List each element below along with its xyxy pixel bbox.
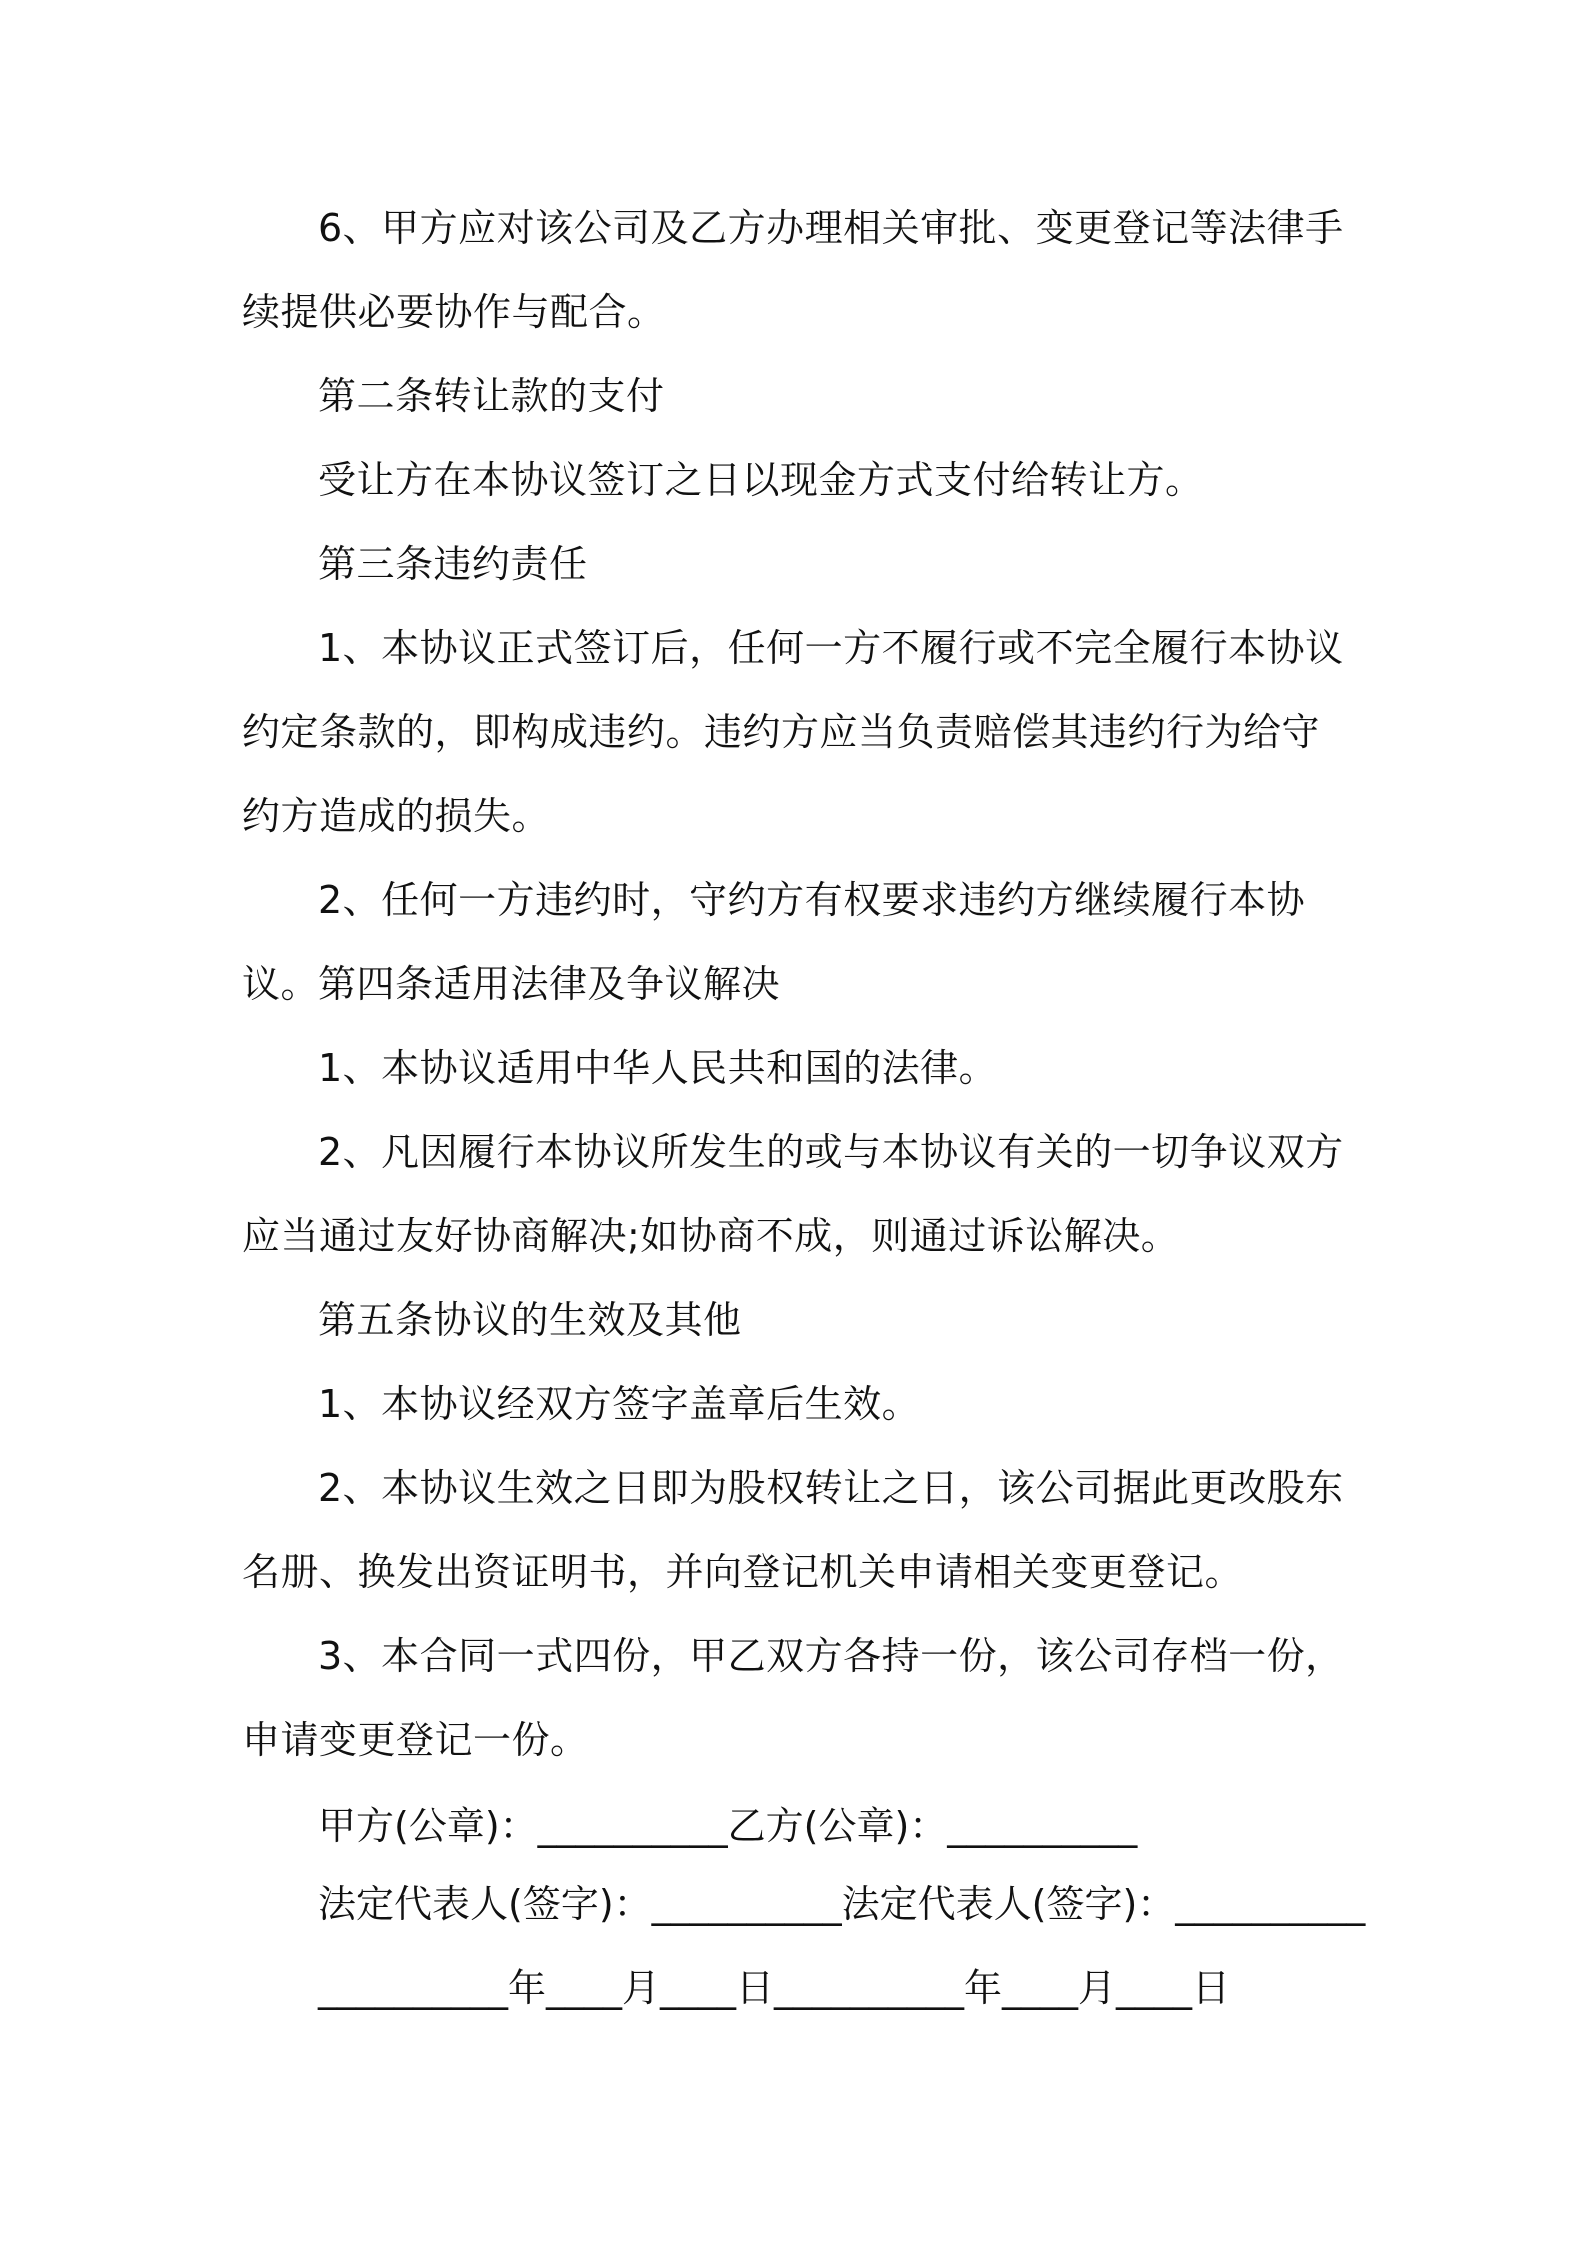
article-3-heading: 第三条违约责任	[318, 542, 588, 586]
effect-clause-3-paragraph: 3、本合同一式四份，甲乙双方各持一份，该公司存档一份，申请变更登记一份。	[242, 1634, 1344, 1762]
article-5-heading: 第五条协议的生效及其他	[318, 1298, 742, 1342]
law-clause-1-paragraph: 1、本协议适用中华人民共和国的法律。	[318, 1046, 998, 1090]
signature-representative-line: 法定代表人(签字)：__________法定代表人(签字)：__________	[318, 1882, 1366, 1926]
breach-clause-1-paragraph: 1、本协议正式签订后，任何一方不履行或不完全履行本协议约定条款的，即构成违约。违约方应当负责赔偿其违约行为给守约方造成的损失。	[242, 626, 1344, 838]
signature-date-line: __________年____月____日__________年____月____日	[318, 1966, 1231, 2010]
effect-clause-2-paragraph: 2、本协议生效之日即为股权转让之日，该公司据此更改股东名册、换发出资证明书，并向登记机关申请相关变更登记。	[242, 1466, 1344, 1594]
signature-seal-line: 甲方(公章)：__________乙方(公章)：__________	[318, 1804, 1138, 1848]
breach-clause-2-paragraph: 2、任何一方违约时，守约方有权要求违约方继续履行本协议。	[242, 878, 1306, 1006]
clause-6-paragraph: 6、甲方应对该公司及乙方办理相关审批、变更登记等法律手续提供必要协作与配合。	[242, 206, 1344, 334]
article-4-heading: 第四条适用法律及争议解决	[318, 962, 781, 1006]
article-2-heading: 第二条转让款的支付	[318, 374, 665, 418]
payment-paragraph: 受让方在本协议签订之日以现金方式支付给转让方。	[318, 458, 1204, 502]
law-clause-2-paragraph: 2、凡因履行本协议所发生的或与本协议有关的一切争议双方应当通过友好协商解决;如协商不成，则通过诉讼解决。	[242, 1130, 1344, 1258]
effect-clause-1-paragraph: 1、本协议经双方签字盖章后生效。	[318, 1382, 921, 1426]
